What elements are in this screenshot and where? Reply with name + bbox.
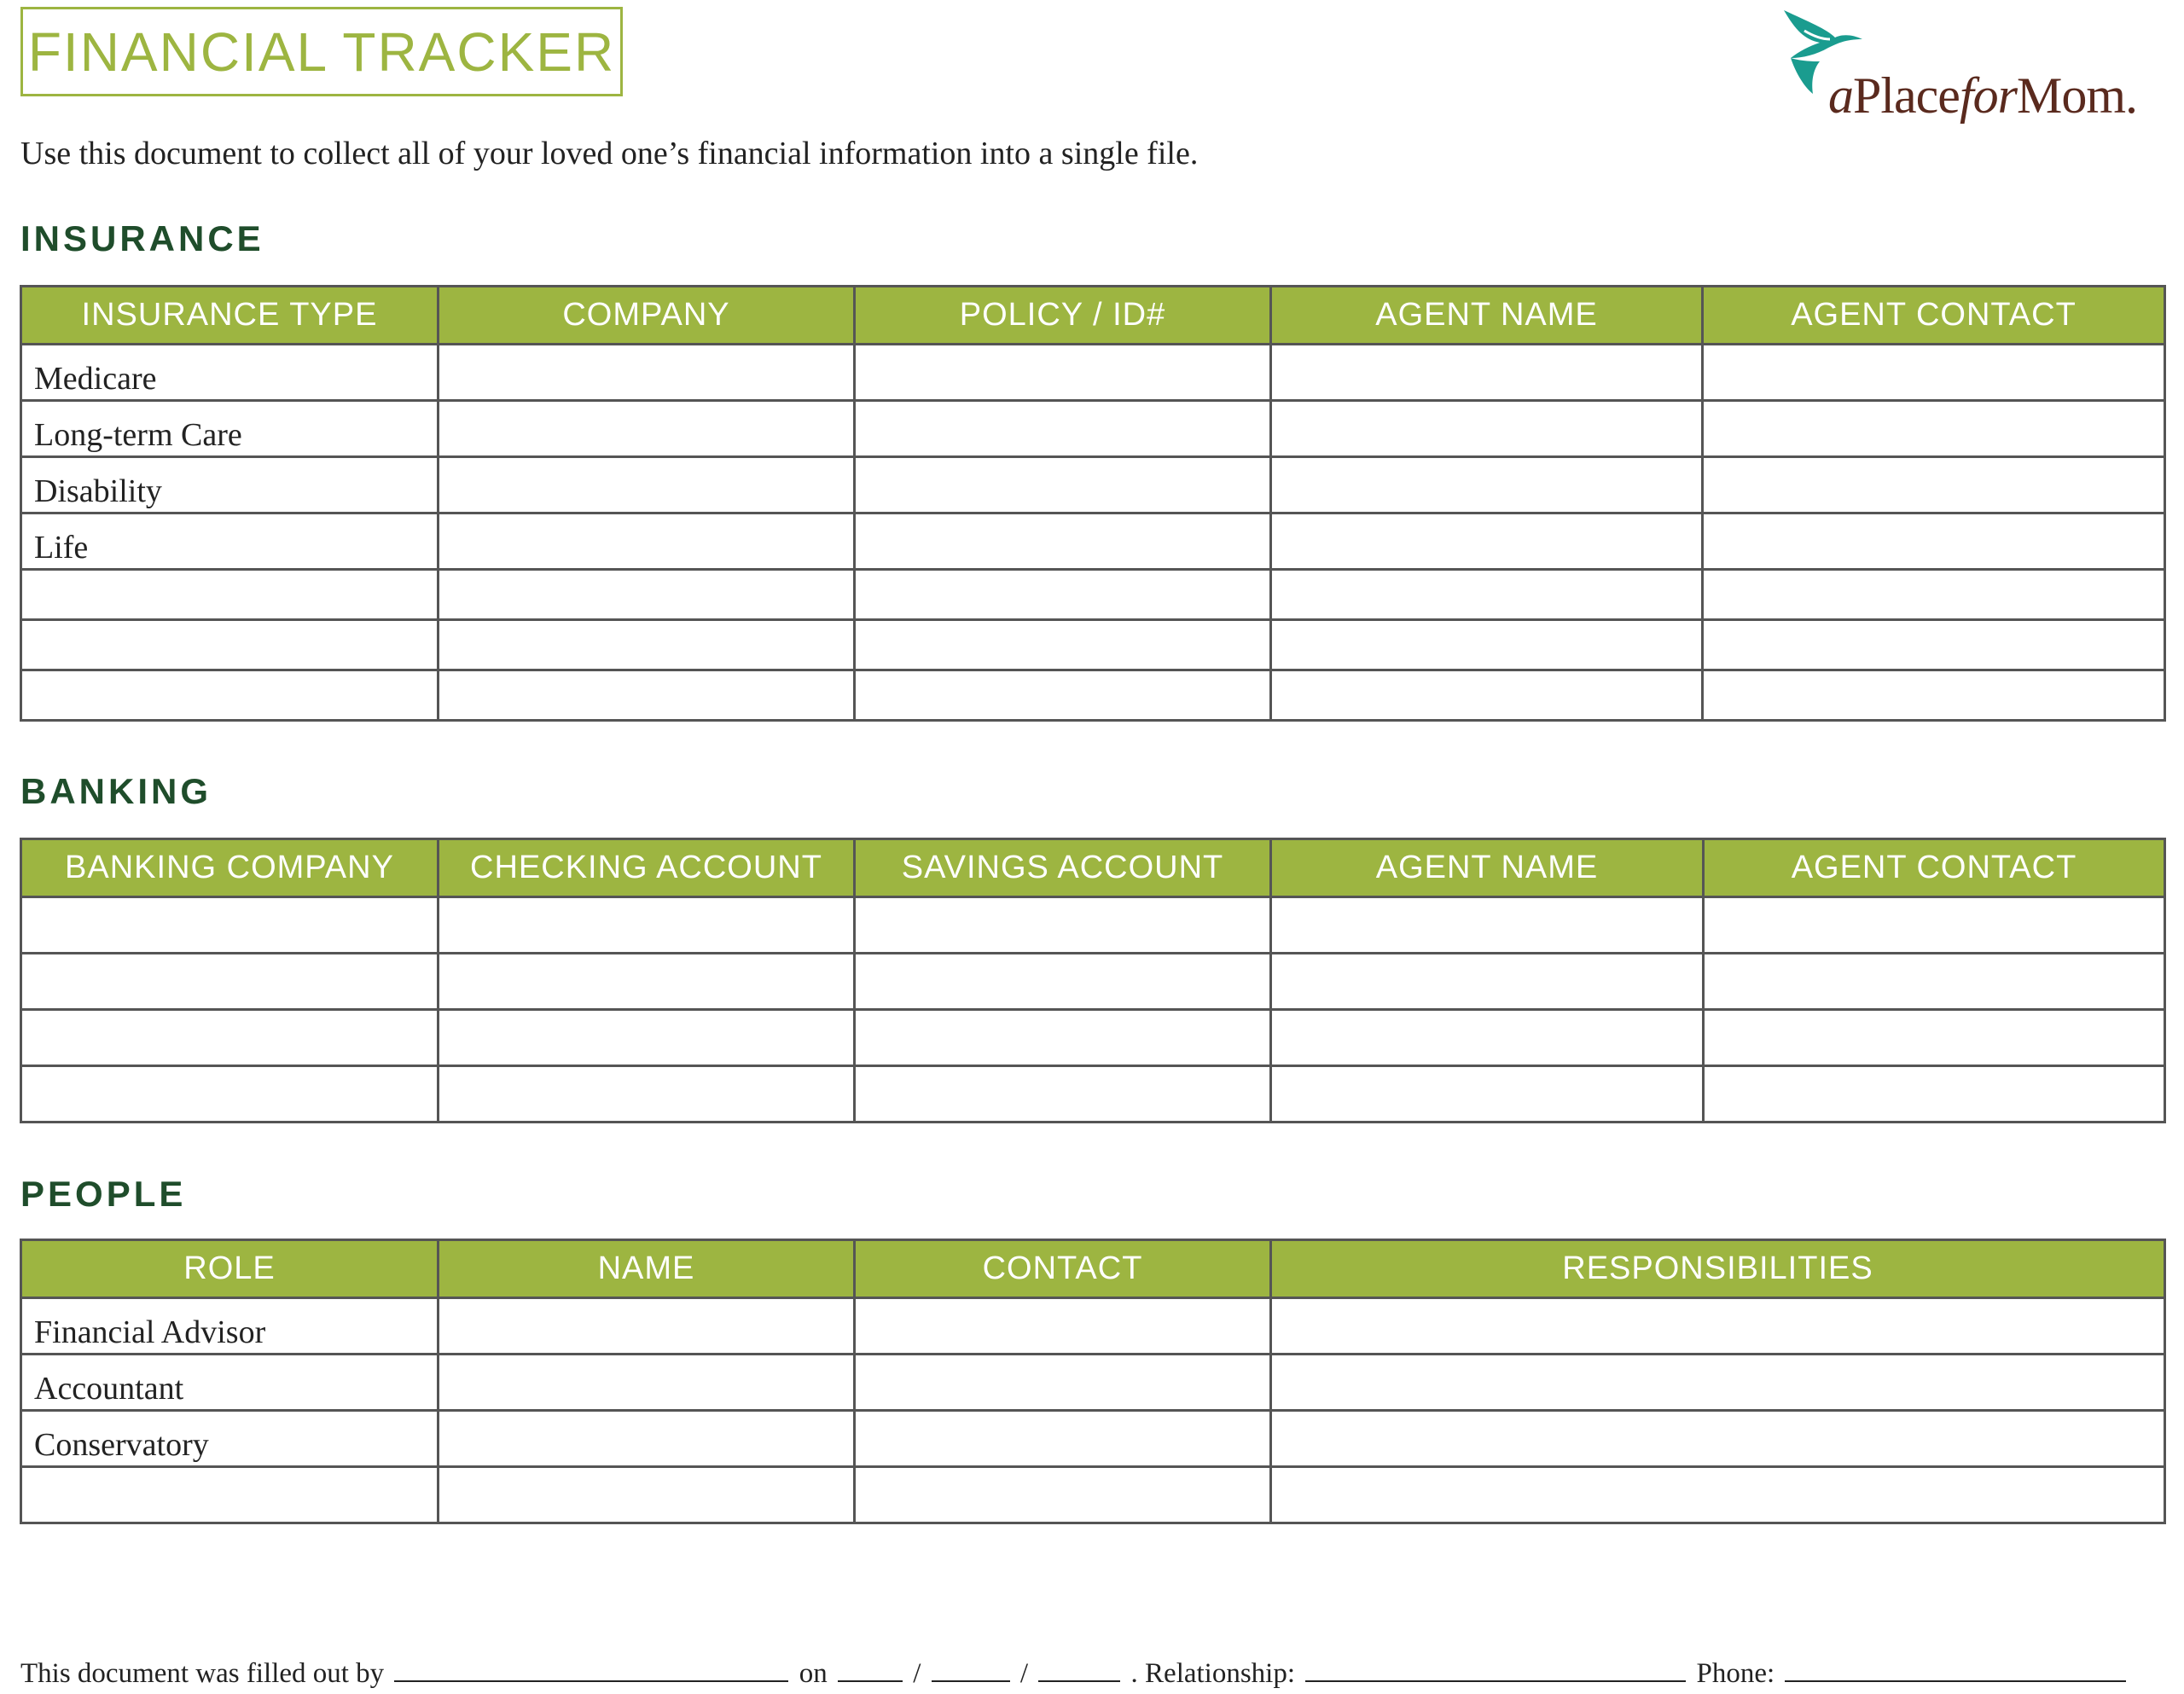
banking-heading: BANKING bbox=[20, 771, 212, 811]
checking-cell[interactable] bbox=[439, 1066, 855, 1123]
table-row bbox=[21, 954, 2165, 1010]
table-row bbox=[21, 570, 2165, 620]
phone-label: Phone: bbox=[1696, 1658, 1775, 1689]
name-cell[interactable] bbox=[439, 1411, 855, 1467]
col-agent-name: AGENT NAME bbox=[1271, 839, 1704, 897]
col-responsibilities: RESPONSIBILITIES bbox=[1271, 1240, 2165, 1298]
agent-contact-cell[interactable] bbox=[1703, 401, 2165, 457]
agent-contact-cell[interactable] bbox=[1703, 345, 2165, 401]
agent-contact-cell[interactable] bbox=[1703, 620, 2165, 670]
savings-cell[interactable] bbox=[855, 954, 1271, 1010]
role-cell[interactable]: Conservatory bbox=[21, 1411, 439, 1467]
table-row bbox=[21, 1298, 2165, 1355]
savings-cell[interactable] bbox=[855, 1066, 1271, 1123]
agent-name-cell[interactable] bbox=[1271, 513, 1703, 570]
savings-cell[interactable] bbox=[855, 897, 1271, 954]
page-title: FINANCIAL TRACKER bbox=[27, 20, 616, 83]
filled-by-label: This document was filled out by bbox=[20, 1658, 385, 1689]
intro-text: Use this document to collect all of your loved one’s financial information into a single file. bbox=[20, 136, 1199, 171]
role-cell[interactable] bbox=[21, 1467, 439, 1523]
company-cell[interactable] bbox=[439, 401, 855, 457]
policy-cell[interactable] bbox=[855, 670, 1271, 721]
checking-cell[interactable] bbox=[439, 1010, 855, 1066]
policy-cell[interactable] bbox=[855, 345, 1271, 401]
policy-cell[interactable] bbox=[855, 620, 1271, 670]
table-row bbox=[21, 401, 2165, 457]
insurance-table bbox=[20, 285, 2166, 722]
company-cell[interactable] bbox=[439, 457, 855, 513]
company-cell[interactable] bbox=[439, 513, 855, 570]
people-header-row bbox=[21, 1240, 2165, 1298]
company-cell[interactable] bbox=[439, 620, 855, 670]
table-row bbox=[21, 670, 2165, 721]
agent-contact-cell[interactable] bbox=[1703, 457, 2165, 513]
table-row bbox=[21, 1066, 2165, 1123]
agent-contact-cell[interactable] bbox=[1703, 513, 2165, 570]
table-row bbox=[21, 1355, 2165, 1411]
col-agent-contact: AGENT CONTACT bbox=[1703, 287, 2165, 345]
col-checking-account: CHECKING ACCOUNT bbox=[439, 839, 855, 897]
agent-name-cell[interactable] bbox=[1271, 401, 1703, 457]
col-role: ROLE bbox=[21, 1240, 439, 1298]
agent-name-cell[interactable] bbox=[1271, 620, 1703, 670]
name-cell[interactable] bbox=[439, 1298, 855, 1355]
agent-contact-cell[interactable] bbox=[1704, 954, 2165, 1010]
insurance-type-cell[interactable] bbox=[21, 670, 439, 721]
checking-cell[interactable] bbox=[439, 954, 855, 1010]
date-year-blank[interactable] bbox=[1038, 1655, 1120, 1682]
savings-cell[interactable] bbox=[855, 1010, 1271, 1066]
agent-contact-cell[interactable] bbox=[1704, 1066, 2165, 1123]
company-cell[interactable] bbox=[439, 345, 855, 401]
contact-cell[interactable] bbox=[855, 1298, 1271, 1355]
people-heading: PEOPLE bbox=[20, 1174, 187, 1214]
role-cell[interactable]: Accountant bbox=[21, 1355, 439, 1411]
title-box bbox=[20, 7, 623, 96]
agent-contact-cell[interactable] bbox=[1703, 570, 2165, 620]
company-cell[interactable] bbox=[439, 670, 855, 721]
contact-cell[interactable] bbox=[855, 1467, 1271, 1523]
insurance-type-cell[interactable]: Medicare bbox=[21, 345, 439, 401]
agent-contact-cell[interactable] bbox=[1704, 897, 2165, 954]
banking-header-row bbox=[21, 839, 2165, 897]
banking-table bbox=[20, 838, 2166, 1123]
table-row bbox=[21, 620, 2165, 670]
responsibilities-cell[interactable] bbox=[1271, 1411, 2165, 1467]
on-label: on bbox=[799, 1658, 828, 1689]
insurance-type-cell[interactable]: Life bbox=[21, 513, 439, 570]
table-row bbox=[21, 1467, 2165, 1523]
responsibilities-cell[interactable] bbox=[1271, 1298, 2165, 1355]
name-cell[interactable] bbox=[439, 1355, 855, 1411]
banking-company-cell[interactable] bbox=[21, 954, 439, 1010]
agent-contact-cell[interactable] bbox=[1704, 1010, 2165, 1066]
relationship-blank[interactable] bbox=[1305, 1655, 1686, 1682]
table-row bbox=[21, 897, 2165, 954]
relationship-label: . Relationship: bbox=[1130, 1658, 1296, 1689]
a-place-for-mom-logo bbox=[1779, 5, 2163, 133]
date-slash: / bbox=[913, 1658, 921, 1689]
banking-company-cell[interactable] bbox=[21, 1066, 439, 1123]
agent-contact-cell[interactable] bbox=[1703, 670, 2165, 721]
agent-name-cell[interactable] bbox=[1271, 457, 1703, 513]
logo-wordmark: aPlaceforMom. bbox=[1828, 67, 2137, 124]
table-row bbox=[21, 345, 2165, 401]
date-day-blank[interactable] bbox=[932, 1655, 1010, 1682]
col-policy-id: POLICY / ID# bbox=[855, 287, 1271, 345]
col-agent-contact: AGENT CONTACT bbox=[1704, 839, 2165, 897]
insurance-type-cell[interactable] bbox=[21, 570, 439, 620]
insurance-type-cell[interactable]: Long-term Care bbox=[21, 401, 439, 457]
agent-name-cell[interactable] bbox=[1271, 954, 1704, 1010]
footer-signoff bbox=[20, 1655, 2129, 1690]
col-insurance-type: INSURANCE TYPE bbox=[21, 287, 439, 345]
phone-blank[interactable] bbox=[1785, 1655, 2126, 1682]
insurance-header-row bbox=[21, 287, 2165, 345]
col-contact: CONTACT bbox=[855, 1240, 1271, 1298]
filled-by-blank[interactable] bbox=[394, 1655, 788, 1682]
agent-name-cell[interactable] bbox=[1271, 345, 1703, 401]
role-cell[interactable]: Financial Advisor bbox=[21, 1298, 439, 1355]
agent-name-cell[interactable] bbox=[1271, 670, 1703, 721]
checking-cell[interactable] bbox=[439, 897, 855, 954]
responsibilities-cell[interactable] bbox=[1271, 1355, 2165, 1411]
policy-cell[interactable] bbox=[855, 570, 1271, 620]
date-slash: / bbox=[1019, 1658, 1029, 1689]
table-row bbox=[21, 457, 2165, 513]
policy-cell[interactable] bbox=[855, 401, 1271, 457]
col-agent-name: AGENT NAME bbox=[1271, 287, 1703, 345]
date-month-blank[interactable] bbox=[838, 1655, 903, 1682]
insurance-type-cell[interactable] bbox=[21, 620, 439, 670]
policy-cell[interactable] bbox=[855, 513, 1271, 570]
agent-name-cell[interactable] bbox=[1271, 570, 1703, 620]
name-cell[interactable] bbox=[439, 1467, 855, 1523]
table-row bbox=[21, 513, 2165, 570]
agent-name-cell[interactable] bbox=[1271, 1066, 1704, 1123]
table-row bbox=[21, 1010, 2165, 1066]
responsibilities-cell[interactable] bbox=[1271, 1467, 2165, 1523]
agent-name-cell[interactable] bbox=[1271, 1010, 1704, 1066]
insurance-heading: INSURANCE bbox=[20, 218, 264, 258]
table-row bbox=[21, 1411, 2165, 1467]
people-table bbox=[20, 1239, 2166, 1524]
banking-company-cell[interactable] bbox=[21, 897, 439, 954]
agent-name-cell[interactable] bbox=[1271, 897, 1704, 954]
contact-cell[interactable] bbox=[855, 1411, 1271, 1467]
company-cell[interactable] bbox=[439, 570, 855, 620]
contact-cell[interactable] bbox=[855, 1355, 1271, 1411]
col-company: COMPANY bbox=[439, 287, 855, 345]
col-savings-account: SAVINGS ACCOUNT bbox=[855, 839, 1271, 897]
col-banking-company: BANKING COMPANY bbox=[21, 839, 439, 897]
policy-cell[interactable] bbox=[855, 457, 1271, 513]
insurance-type-cell[interactable]: Disability bbox=[21, 457, 439, 513]
banking-company-cell[interactable] bbox=[21, 1010, 439, 1066]
col-name: NAME bbox=[439, 1240, 855, 1298]
